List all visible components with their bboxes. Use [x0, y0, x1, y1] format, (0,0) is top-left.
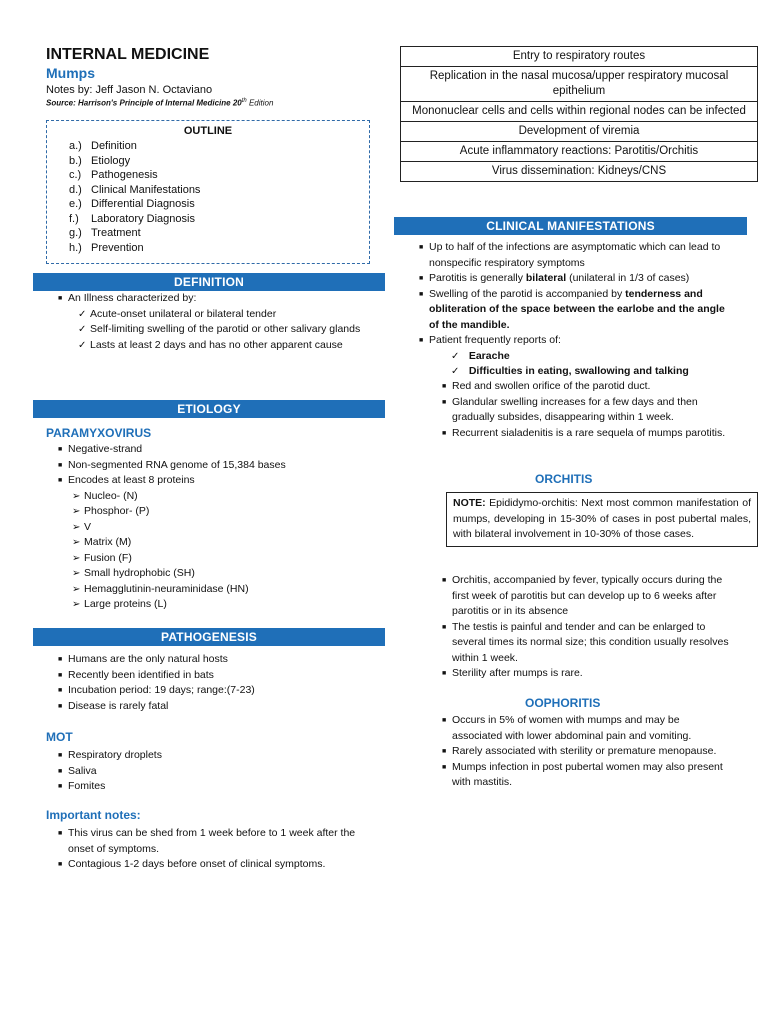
- list-item: [442, 426, 730, 442]
- clinical-text: Parotitis is generally: [429, 272, 526, 284]
- outline-label: Treatment: [91, 227, 141, 239]
- clinical-item: Up to half of the infections are asymptomatic which can lead to nonspecific respiratory symptoms: [429, 241, 721, 269]
- important-notes-heading: Important notes:: [46, 808, 141, 822]
- outline-list: [47, 139, 369, 255]
- clinical-more-list: [442, 379, 730, 441]
- outline-label: Definition: [91, 140, 137, 152]
- protein-text: Nucleo- (N): [84, 489, 138, 502]
- outline-letter: d.): [69, 183, 82, 196]
- definition-intro: An Illness characterized by:: [68, 292, 197, 304]
- protein-item: [72, 489, 368, 505]
- etiology-item: Encodes at least 8 proteins: [68, 474, 195, 486]
- pathogenesis-item: Humans are the only natural hosts: [68, 653, 228, 665]
- arrow-bullet-icon: ➢: [72, 599, 81, 610]
- list-item: [58, 764, 368, 780]
- list-item: [419, 287, 729, 334]
- outline-letter: c.): [69, 169, 82, 181]
- square-bullet-icon: ■: [442, 577, 447, 584]
- list-item: [58, 291, 373, 353]
- flow-step: Replication in the nasal mucosa/upper respiratory mucosal epithelium: [401, 67, 758, 102]
- table-row: [401, 67, 758, 102]
- note-text: Epididymo-orchitis: Next most common manifestation of mumps, developing in 15-30% of cases in post pubertal males, with bilateral involvement in 10-30% of those cases.: [453, 497, 751, 540]
- clinical-item: Glandular swelling increases for a few days and then gradually subsides, disappearing within 1 week.: [452, 395, 698, 423]
- list-item: [442, 379, 730, 395]
- report-text: Difficulties in eating, swallowing and talking: [468, 365, 689, 377]
- table-row: [401, 122, 758, 142]
- note-label: NOTE:: [453, 497, 486, 509]
- etiology-heading: ETIOLOGY: [33, 400, 385, 418]
- source-citation: [46, 98, 273, 108]
- flow-step: Mononuclear cells and cells within regional nodes can be infected: [401, 102, 758, 122]
- clinical-item: Recurrent sialadenitis is a rare sequela of mumps parotitis.: [452, 426, 726, 439]
- flow-step: Development of viremia: [401, 122, 758, 142]
- checkmark-icon: ✓: [451, 350, 460, 362]
- square-bullet-icon: ■: [442, 398, 447, 406]
- square-bullet-icon: ■: [419, 337, 424, 344]
- flow-step: Entry to respiratory routes: [401, 47, 758, 67]
- outline-label: Clinical Manifestations: [91, 183, 201, 196]
- clinical-item: Red and swollen orifice of the parotid duct.: [452, 380, 651, 392]
- protein-text: Phosphor- (P): [84, 505, 150, 517]
- arrow-bullet-icon: ➢: [72, 568, 81, 579]
- list-item: [58, 699, 368, 715]
- list-item: [442, 713, 730, 744]
- list-item: [58, 442, 368, 458]
- mot-item: Respiratory droplets: [68, 749, 162, 761]
- outline-item: [69, 226, 369, 241]
- square-bullet-icon: ■: [58, 295, 63, 302]
- orchitis-note-box: [446, 492, 758, 547]
- outline-box: [46, 120, 370, 264]
- square-bullet-icon: ■: [58, 656, 63, 663]
- outline-item: [69, 212, 369, 227]
- clinical-list: [419, 240, 729, 380]
- note-item: This virus can be shed from 1 week before to 1 week after the onset of symptoms.: [68, 827, 356, 855]
- list-item: [58, 458, 368, 474]
- checkmark-icon: ✓: [78, 308, 87, 320]
- square-bullet-icon: ■: [58, 671, 63, 679]
- document-title: INTERNAL MEDICINE: [46, 46, 210, 63]
- protein-text: Hemagglutinin-neuraminidase (HN): [84, 582, 249, 595]
- arrow-bullet-icon: ➢: [72, 506, 81, 517]
- outline-letter: a.): [69, 140, 82, 152]
- square-bullet-icon: ■: [442, 748, 447, 755]
- mot-heading: MOT: [46, 730, 73, 744]
- orchitis-heading: ORCHITIS: [535, 472, 593, 486]
- square-bullet-icon: ■: [58, 861, 63, 868]
- list-item: [58, 668, 368, 684]
- list-item: [442, 620, 730, 667]
- list-item: [442, 760, 730, 791]
- list-item: [58, 779, 368, 795]
- square-bullet-icon: ■: [442, 670, 447, 677]
- pathogenesis-list: [58, 652, 368, 714]
- report-item: [451, 349, 729, 365]
- pathogenesis-flow-table: [400, 46, 758, 182]
- clinical-bold: bilateral: [525, 272, 567, 284]
- definition-checks: [68, 307, 373, 354]
- note-item: Contagious 1-2 days before onset of clinical symptoms.: [68, 858, 326, 870]
- list-item: [442, 744, 730, 760]
- table-row: [401, 47, 758, 67]
- clinical-text: Swelling of the parotid is accompanied by: [429, 287, 626, 300]
- check-item: [78, 338, 373, 354]
- square-bullet-icon: ■: [442, 429, 447, 437]
- list-item: [58, 652, 368, 668]
- list-item: [442, 395, 730, 426]
- list-item: [58, 826, 366, 857]
- etiology-list: [58, 442, 368, 613]
- etiology-item: Non-segmented RNA genome of 15,384 bases: [68, 458, 286, 471]
- protein-text: Small hydrophobic (SH): [84, 567, 195, 579]
- list-item: [58, 857, 366, 873]
- protein-text: Matrix (M): [84, 536, 132, 548]
- clinical-item: Patient frequently reports of:: [429, 334, 561, 346]
- square-bullet-icon: ■: [58, 477, 63, 484]
- protein-item: [72, 504, 368, 520]
- flow-step: Virus dissemination: Kidneys/CNS: [401, 162, 758, 182]
- clinical-bold: tenderness and obliteration of the space between the earlobe and the angle of the mandible.: [429, 287, 725, 331]
- list-item: [58, 473, 368, 613]
- outline-letter: e.): [69, 198, 82, 210]
- table-row: [401, 102, 758, 122]
- outline-label: Etiology: [91, 154, 131, 167]
- table-row: [401, 162, 758, 182]
- square-bullet-icon: ■: [419, 290, 424, 298]
- square-bullet-icon: ■: [58, 461, 63, 469]
- check-text: Lasts at least 2 days and has no other apparent cause: [90, 338, 343, 351]
- arrow-bullet-icon: ➢: [72, 552, 81, 564]
- paramyxovirus-heading: PARAMYXOVIRUS: [46, 426, 152, 440]
- square-bullet-icon: ■: [58, 783, 63, 790]
- oophoritis-item: Occurs in 5% of women with mumps and may be associated with lower abdominal pain and vomiting.: [452, 714, 692, 742]
- outline-item: [69, 139, 369, 154]
- square-bullet-icon: ■: [58, 687, 63, 694]
- protein-text: Large proteins (L): [84, 598, 167, 610]
- square-bullet-icon: ■: [442, 763, 447, 771]
- checkmark-icon: ✓: [78, 324, 87, 335]
- square-bullet-icon: ■: [442, 717, 447, 724]
- source-sup: th: [241, 98, 247, 104]
- protein-list: [68, 489, 368, 613]
- square-bullet-icon: ■: [58, 702, 63, 710]
- square-bullet-icon: ■: [58, 830, 63, 837]
- oophoritis-heading: OOPHORITIS: [525, 696, 601, 710]
- clinical-text: (unilateral in 1/3 of cases): [566, 272, 690, 284]
- outline-letter: g.): [69, 227, 82, 239]
- orchitis-item: The testis is painful and tender and can be enlarged to several times its normal size; this condition usually resolves within 1 week.: [452, 620, 729, 664]
- protein-item: [72, 551, 368, 567]
- protein-text: V: [84, 520, 92, 533]
- author-notes: Notes by: Jeff Jason N. Octaviano: [46, 84, 213, 96]
- orchitis-item: Orchitis, accompanied by fever, typically occurs during the first week of parotitis but can develop up to 6 weeks after parotitis or in its absence: [452, 574, 723, 617]
- clinical-heading: CLINICAL MANIFESTATIONS: [394, 217, 747, 235]
- orchitis-item: Sterility after mumps is rare.: [452, 667, 583, 679]
- mot-item: Fomites: [68, 780, 106, 792]
- outline-label: Pathogenesis: [91, 169, 158, 181]
- outline-item: [69, 168, 369, 183]
- outline-letter: h.): [69, 241, 82, 254]
- list-item: [442, 573, 730, 620]
- protein-item: [72, 582, 368, 598]
- mot-list: [58, 748, 368, 795]
- source-prefix: Source: Harrison's Principle of Internal Medicine 20: [46, 98, 242, 108]
- oophoritis-item: Rarely associated with sterility or premature menopause.: [452, 745, 717, 757]
- definition-list: [58, 291, 373, 353]
- pathogenesis-item: Incubation period: 19 days; range:(7-23): [68, 684, 255, 696]
- outline-letter: f.): [69, 212, 79, 225]
- source-suffix: Edition: [246, 98, 274, 108]
- square-bullet-icon: ■: [419, 275, 424, 282]
- important-notes-list: [58, 826, 366, 873]
- list-item: [58, 748, 368, 764]
- arrow-bullet-icon: ➢: [72, 537, 81, 548]
- check-text: Acute-onset unilateral or bilateral tender: [90, 307, 277, 320]
- flow-step: Acute inflammatory reactions: Parotitis/Orchitis: [401, 142, 758, 162]
- checkmark-icon: ✓: [451, 366, 460, 377]
- document-subtitle: Mumps: [46, 65, 95, 81]
- report-item: [451, 364, 729, 380]
- outline-letter: b.): [69, 154, 82, 167]
- outline-heading: OUTLINE: [183, 125, 233, 137]
- list-item: [442, 666, 730, 682]
- pathogenesis-item: Recently been identified in bats: [68, 668, 214, 681]
- oophoritis-item: Mumps infection in post pubertal women may also present with mastitis.: [452, 760, 723, 788]
- outline-item: [69, 183, 369, 198]
- list-item: [58, 683, 368, 699]
- pathogenesis-item: Disease is rarely fatal: [68, 699, 169, 712]
- mot-item: Saliva: [68, 764, 97, 777]
- protein-text: Fusion (F): [84, 551, 132, 564]
- pathogenesis-heading: PATHOGENESIS: [33, 628, 385, 646]
- protein-item: [72, 597, 368, 613]
- etiology-item: Negative-strand: [68, 443, 143, 455]
- square-bullet-icon: ■: [442, 623, 447, 631]
- arrow-bullet-icon: ➢: [72, 583, 81, 595]
- outline-label: Differential Diagnosis: [91, 198, 195, 210]
- arrow-bullet-icon: ➢: [72, 490, 81, 502]
- orchitis-list: [442, 573, 730, 682]
- square-bullet-icon: ■: [58, 752, 63, 759]
- square-bullet-icon: ■: [58, 767, 63, 775]
- arrow-bullet-icon: ➢: [72, 521, 81, 533]
- square-bullet-icon: ■: [58, 446, 63, 453]
- outline-item: [69, 197, 369, 212]
- list-item: [419, 240, 729, 271]
- list-item: [419, 333, 729, 380]
- outline-label: Prevention: [91, 241, 144, 254]
- square-bullet-icon: ■: [442, 383, 447, 390]
- check-text: Self-limiting swelling of the parotid or other salivary glands: [90, 323, 361, 335]
- check-item: [78, 307, 373, 323]
- check-item: [78, 322, 373, 338]
- protein-item: [72, 566, 368, 582]
- definition-heading: DEFINITION: [33, 273, 385, 291]
- outline-label: Laboratory Diagnosis: [91, 212, 195, 225]
- outline-item: [69, 241, 369, 256]
- square-bullet-icon: ■: [419, 244, 424, 251]
- list-item: [419, 271, 729, 287]
- table-row: [401, 142, 758, 162]
- protein-item: [72, 520, 368, 536]
- report-text: Earache: [468, 349, 510, 362]
- oophoritis-list: [442, 713, 730, 791]
- checkmark-icon: ✓: [78, 339, 87, 351]
- reports-list: [429, 349, 729, 380]
- protein-item: [72, 535, 368, 551]
- outline-item: [69, 154, 369, 169]
